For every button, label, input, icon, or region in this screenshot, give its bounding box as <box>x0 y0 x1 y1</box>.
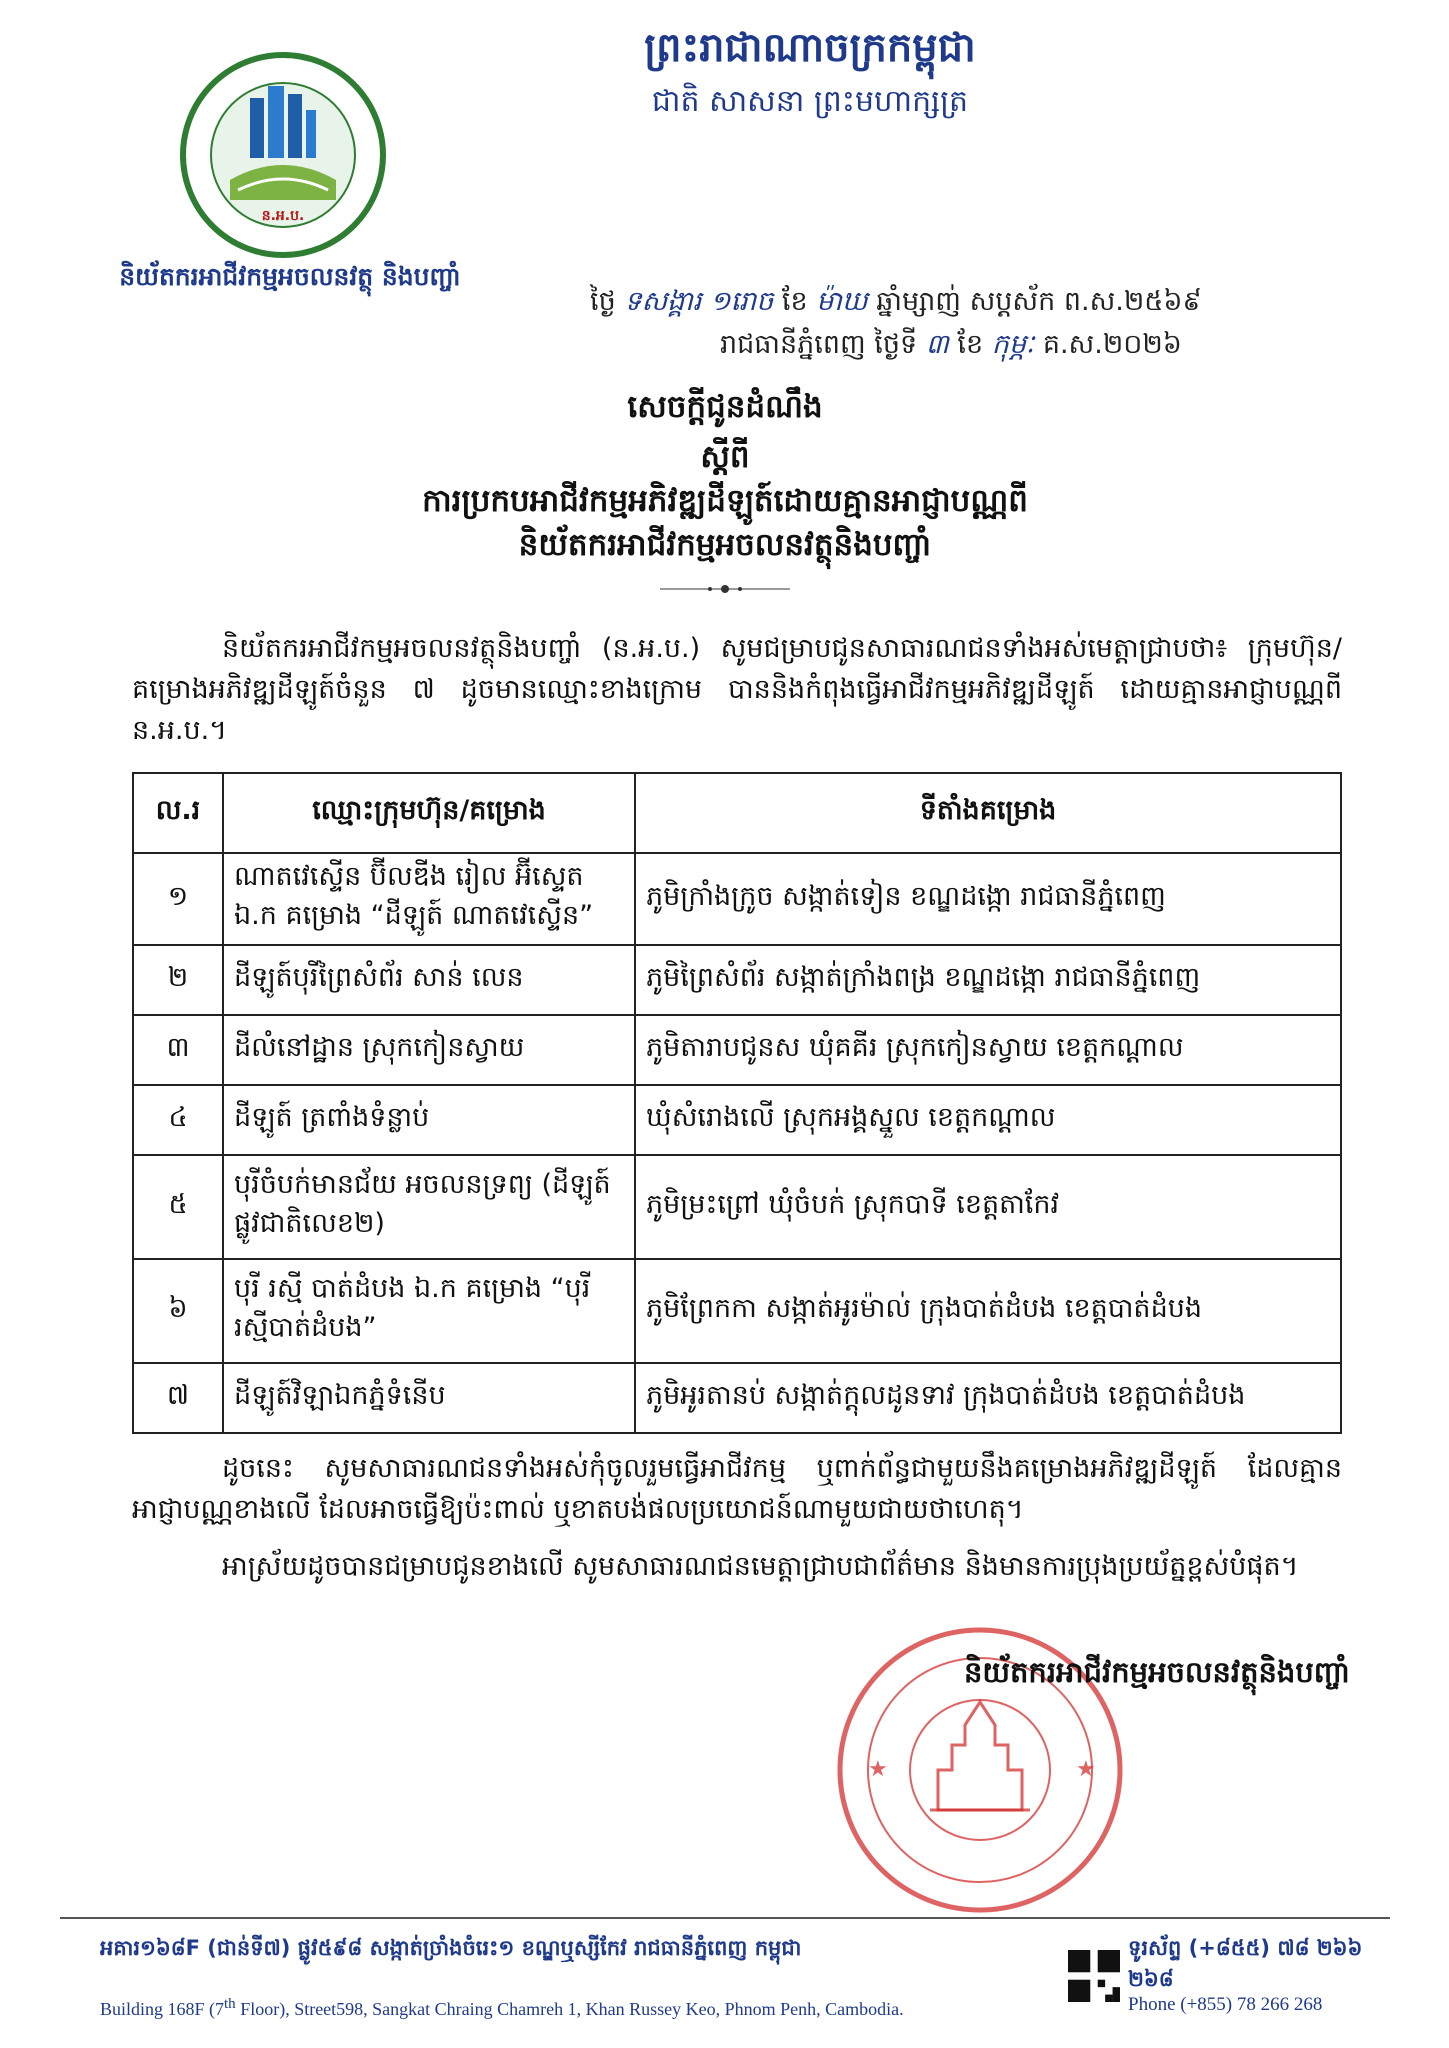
cell-location: ឃុំសំរោងលើ ស្រុកអង្គស្នួល ខេត្តកណ្ដាល <box>635 1085 1341 1155</box>
lunar-year: ឆ្នាំម្សាញ់ សប្តស័ក ព.ស.២៥៦៩ <box>876 286 1202 317</box>
cell-no: ៣ <box>133 1015 223 1085</box>
footer-phone-en: Phone (+855) 78 266 268 <box>1128 1994 1323 2015</box>
cell-name: បុរីចំបក់មានជ័យ អចលនទ្រព្យ (ដីឡូត៍ផ្លូវជាតិលេខ២) <box>223 1155 635 1259</box>
solar-day: ៣ <box>925 329 949 360</box>
notice-subject-line1: ការប្រកបអាជីវកម្មអភិវឌ្ឍដីឡូត៍ដោយគ្មានអាជ្ញាបណ្ណពី <box>422 483 1028 519</box>
cell-no: ៤ <box>133 1085 223 1155</box>
lunar-prefix: ថ្ងៃ <box>590 286 616 317</box>
solar-year: គ.ស.២០២៦ <box>1042 329 1182 360</box>
signer-name: និយ័តករអាជីវកម្មអចលនវត្ថុនិងបញ្ចាំ <box>963 1655 1350 1689</box>
cell-no: ១ <box>133 853 223 945</box>
svg-text:★: ★ <box>1076 1757 1096 1782</box>
cell-location: ភូមិព្រៃសំព័រ សង្កាត់ក្រាំងពង្រ ខណ្ឌដង្កោ រាជធានីភ្នំពេញ <box>635 945 1341 1015</box>
table-row <box>133 1085 1341 1155</box>
table-row <box>133 1259 1341 1363</box>
footer-divider <box>60 1917 1390 1919</box>
lunar-date <box>590 285 1350 324</box>
cell-name: ដីឡូត៍បុរីព្រៃសំព័រ សាន់ លេន <box>223 945 635 1015</box>
table-row <box>133 853 1341 945</box>
notice-subject-label: ស្ដីពី <box>700 439 750 475</box>
address-en-part1: Building 168F (7 <box>100 1999 225 2019</box>
kingdom-heading: ព្រះរាជាណាចក្រកម្ពុជា <box>644 25 976 71</box>
solar-month: កុម្ភៈ <box>991 329 1035 360</box>
cell-location: ភូមិម្រះព្រៅ ឃុំចំបក់ ស្រុកបាទី ខេត្តតាកែវ <box>635 1155 1341 1259</box>
header-location: ទីតាំងគម្រោង <box>635 773 1341 853</box>
logo-abbr: ន.អ.ប. <box>261 208 305 224</box>
cell-no: ៦ <box>133 1259 223 1363</box>
footer-phone-km: ទូរស័ព្ទ (+៨៥៥) ៧៨ ២៦៦ ២៦៨ <box>1128 1936 1363 1991</box>
cell-no: ៧ <box>133 1363 223 1433</box>
table-row <box>133 1363 1341 1433</box>
svg-text:★: ★ <box>868 1757 888 1782</box>
cell-name: ដីលំនៅដ្ឋាន ស្រុកកៀនស្វាយ <box>223 1015 635 1085</box>
qr-code-icon <box>1068 1950 1120 2002</box>
cell-no: ៥ <box>133 1155 223 1259</box>
intro-paragraph: និយ័តករអាជីវកម្មអចលនវត្ថុនិងបញ្ចាំ (ន.អ.ប.) សូមជម្រាបជូនសាធារណជនទាំងអស់មេត្តាជ្រាបថា៖ ក្រុមហ៊ុន/គម្រោងអភិវឌ្ឍដីឡូត៍ចំនួន ៧ ដូចមានឈ្មោះខាងក្រោម បាននិងកំពុងធ្វើអាជីវកម្មអភិវឌ្ឍដីឡូត៍ ដោយគ្មានអាជ្ញាបណ្ណពី ន.អ.ប.។ <box>132 633 1342 746</box>
table-row <box>133 1015 1341 1085</box>
address-en-part2: Floor), Street598, Sangkat Chraing Chamreh 1, Khan Russey Keo, Phnom Penh, Cambodia. <box>235 1999 904 2019</box>
footer-address-km: អគារ១៦៨F (ជាន់ទី៧) ផ្លូវ៥៩៨ សង្កាត់ច្រាំងចំរេះ១ ខណ្ឌឬស្សីកែវ រាជធានីភ្នំពេញ កម្ពុជា <box>100 1936 802 1960</box>
table-row <box>133 1155 1341 1259</box>
header-no: ល.រ <box>133 773 223 853</box>
table-header-row <box>133 773 1341 853</box>
unlicensed-projects-table <box>132 772 1342 1434</box>
solar-date <box>720 328 1350 367</box>
city-day-label: រាជធានីភ្នំពេញ ថ្ងៃទី <box>720 329 918 360</box>
lunar-month-label: ខែ <box>781 286 808 317</box>
footer-address-en <box>100 1996 1000 2020</box>
closing-paragraph: អាស្រ័យដូចបានជម្រាបជូនខាងលើ សូមសាធារណជនមេត្តាជ្រាបជាព័ត៌មាន និងមានការប្រុងប្រយ័ត្នខ្ពស់បំផុត។ <box>222 1551 1299 1582</box>
cell-location: ភូមិព្រែកកា សង្កាត់អូរម៉ាល់ ក្រុងបាត់ដំបង ខេត្តបាត់ដំបង <box>635 1259 1341 1363</box>
address-en-sup: th <box>224 1996 236 2012</box>
table-row <box>133 945 1341 1015</box>
lunar-day: ទសង្គារ ១រោច <box>624 286 774 317</box>
notice-title: សេចក្ដីជូនដំណឹង <box>627 389 823 425</box>
cell-name: ដីឡូត៍វិឡាឯកភ្នំទំនើប <box>223 1363 635 1433</box>
cell-location: ភូមិក្រាំងក្រូច សង្កាត់ទៀន ខណ្ឌដង្កោ រាជធានីភ្នំពេញ <box>635 853 1341 945</box>
cell-name: បុរី រស្មី បាត់ដំបង ឯ.ក គម្រោង “បុរីរស្មីបាត់ដំបង” <box>223 1259 635 1363</box>
cell-no: ២ <box>133 945 223 1015</box>
cell-name: ណាតវេស្ទើន ប៊ីលឌីង រៀល អ៊ីស្ទេត ឯ.ក គម្រោង “ដីឡូត៍ ណាតវេស្ទើន” <box>223 853 635 945</box>
lunar-month: ម៉ាឃ <box>816 286 868 317</box>
cell-location: ភូមិតារាបជូនស ឃុំគគីរ ស្រុកកៀនស្វាយ ខេត្តកណ្ដាល <box>635 1015 1341 1085</box>
title-divider <box>660 582 790 596</box>
org-name-left: និយ័តករអាជីវកម្មអចលនវត្ថុ និងបញ្ចាំ <box>119 262 461 291</box>
national-motto: ជាតិ សាសនា ព្រះមហាក្សត្រ <box>651 84 969 119</box>
notice-subject-line2: និយ័តករអាជីវកម្មអចលនវត្ថុនិងបញ្ចាំ <box>518 527 932 563</box>
header-name: ឈ្មោះក្រុមហ៊ុន/គម្រោង <box>223 773 635 853</box>
regulator-logo <box>178 50 388 260</box>
solar-month-label: ខែ <box>957 329 984 360</box>
cell-name: ដីឡូត៍ ត្រពាំងទំន្លាប់ <box>223 1085 635 1155</box>
cell-location: ភូមិអូរតានប់ សង្កាត់ក្ដុលដូនទាវ ក្រុងបាត់ដំបង ខេត្តបាត់ដំបង <box>635 1363 1341 1433</box>
warning-paragraph: ដូចនេះ សូមសាធារណជនទាំងអស់កុំចូលរួមធ្វើអាជីវកម្ម ឬពាក់ព័ន្ធជាមួយនឹងគម្រោងអភិវឌ្ឍដីឡូត៍ ដែលគ្មានអាជ្ញាបណ្ណខាងលើ ដែលអាចធ្វើឱ្យប៉ះពាល់ ឬខាតបង់ផលប្រយោជន៍ណាមួយជាយថាហេតុ។ <box>132 1453 1342 1525</box>
